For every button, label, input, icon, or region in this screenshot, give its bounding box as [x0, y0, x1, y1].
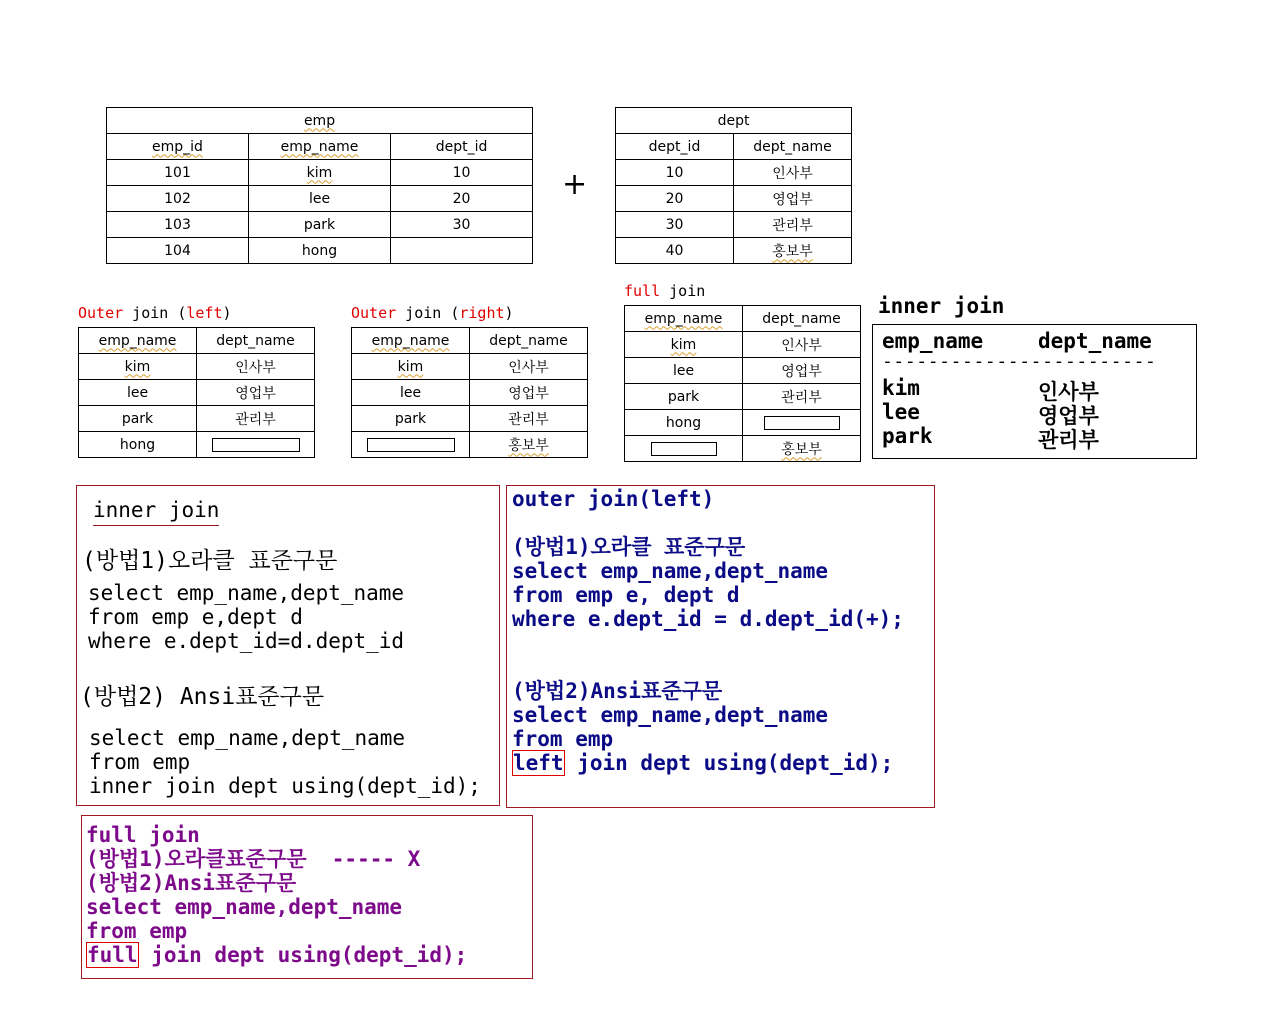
table-row: [625, 436, 861, 462]
table-row: [107, 186, 533, 212]
table-cell: park: [625, 384, 743, 410]
table-row: [625, 410, 861, 436]
table-row: [352, 432, 588, 458]
table-cell: park: [352, 406, 470, 432]
full-join-code-box: [81, 815, 533, 979]
table-cell: 영업부: [197, 380, 315, 406]
emp-table-title: emp: [107, 108, 533, 134]
table-cell: 10: [616, 160, 734, 186]
table-row: [79, 406, 315, 432]
table-cell: 홍보부: [743, 436, 861, 462]
code-line: from emp: [512, 727, 614, 751]
full-join-code-title: full join: [86, 823, 200, 847]
table-row: [616, 238, 852, 264]
method2-title: (방법2) Ansi표준구문: [80, 684, 325, 710]
table-cell: hong: [79, 432, 197, 458]
dept-header-dept-name: dept_name: [734, 134, 852, 160]
result-row-2-emp: lee: [882, 400, 920, 424]
code-line: from emp e,dept d: [88, 605, 303, 629]
method1-title: (방법1)오라클 표준구문: [82, 548, 338, 574]
table-cell: 30: [391, 212, 533, 238]
table-row: [107, 238, 533, 264]
table-cell: kim: [352, 354, 470, 380]
result-row-1-dept: 인사부: [1038, 380, 1099, 404]
table-cell: 103: [107, 212, 249, 238]
outer-left-caption: Outer join (left): [78, 304, 232, 322]
table-cell: [391, 238, 533, 264]
full-join-caption: full join: [624, 282, 706, 300]
table-row: [352, 354, 588, 380]
table-row: [625, 332, 861, 358]
header-emp-name: emp_name: [352, 328, 470, 354]
left-keyword-highlight: left: [513, 751, 564, 775]
full-join-table: [624, 305, 861, 462]
table-cell: 홍보부: [470, 432, 588, 458]
result-header-emp-name: emp_name: [882, 329, 984, 353]
table-cell: lee: [352, 380, 470, 406]
method2-title: (방법2)Ansi표준구문: [512, 679, 723, 703]
table-cell: 인사부: [743, 332, 861, 358]
result-row-2-dept: 영업부: [1038, 404, 1099, 428]
code-line: select emp_name,dept_name: [512, 703, 829, 727]
table-row: [79, 380, 315, 406]
dept-table: [615, 107, 852, 264]
inner-join-result-caption: inner join: [878, 294, 1005, 318]
table-cell: 관리부: [197, 406, 315, 432]
table-row: [625, 384, 861, 410]
null-box: [651, 442, 717, 456]
table-row: [352, 406, 588, 432]
table-cell: 인사부: [734, 160, 852, 186]
header-dept-name: dept_name: [470, 328, 588, 354]
table-row: [79, 354, 315, 380]
result-separator: ------------------------: [882, 351, 1157, 372]
table-cell: hong: [625, 410, 743, 436]
code-line: inner join dept using(dept_id);: [89, 774, 481, 798]
table-cell: 101: [107, 160, 249, 186]
table-cell: lee: [79, 380, 197, 406]
code-line: from emp: [86, 919, 188, 943]
table-row: [616, 186, 852, 212]
method1-title: (방법1)오라클 표준구문: [512, 535, 746, 559]
code-line: left join dept using(dept_id);: [513, 751, 894, 775]
table-cell: park: [249, 212, 391, 238]
table-cell: kim: [625, 332, 743, 358]
table-cell: 관리부: [734, 212, 852, 238]
table-cell: 20: [391, 186, 533, 212]
dept-table-title: dept: [616, 108, 852, 134]
null-cell: [352, 432, 470, 458]
code-line: full join dept using(dept_id);: [87, 943, 468, 967]
table-cell: 20: [616, 186, 734, 212]
table-cell: 영업부: [470, 380, 588, 406]
table-cell: kim: [79, 354, 197, 380]
table-cell: 40: [616, 238, 734, 264]
outer-join-code-title: outer join(left): [512, 487, 715, 511]
code-line: select emp_name,dept_name: [89, 726, 406, 750]
header-dept-name: dept_name: [197, 328, 315, 354]
outer-left-table: [78, 327, 315, 458]
table-cell: 102: [107, 186, 249, 212]
outer-join-code-box: [506, 485, 935, 808]
null-cell: [625, 436, 743, 462]
table-cell: 홍보부: [734, 238, 852, 264]
table-row: [625, 358, 861, 384]
table-cell: 영업부: [743, 358, 861, 384]
code-line: select emp_name,dept_name: [512, 559, 829, 583]
header-dept-name: dept_name: [743, 306, 861, 332]
table-cell: park: [79, 406, 197, 432]
table-cell: 인사부: [470, 354, 588, 380]
table-cell: kim: [249, 160, 391, 186]
result-row-3-dept: 관리부: [1038, 428, 1099, 452]
inner-join-result-box: [872, 324, 1197, 459]
table-row: [616, 212, 852, 238]
table-cell: 10: [391, 160, 533, 186]
header-emp-name: emp_name: [625, 306, 743, 332]
table-row: [107, 160, 533, 186]
code-line: from emp: [89, 750, 191, 774]
emp-header-emp-id: emp_id: [107, 134, 249, 160]
outer-right-table: [351, 327, 588, 458]
table-cell: 관리부: [470, 406, 588, 432]
inner-join-code-title: inner join: [93, 498, 219, 526]
null-cell: [743, 410, 861, 436]
outer-right-caption: Outer join (right): [351, 304, 514, 322]
code-line: from emp e, dept d: [512, 583, 740, 607]
table-cell: lee: [249, 186, 391, 212]
full-keyword-highlight: full: [87, 943, 138, 967]
table-row: [79, 432, 315, 458]
plus-sign: +: [562, 167, 588, 202]
method2-title: (방법2)Ansi표준구문: [86, 871, 297, 895]
table-row: [616, 160, 852, 186]
table-cell: 영업부: [734, 186, 852, 212]
emp-header-emp-name: emp_name: [249, 134, 391, 160]
result-header-dept-name: dept_name: [1038, 329, 1152, 353]
null-box: [764, 416, 840, 430]
result-row-3-emp: park: [882, 424, 933, 448]
method1-title: (방법1)오라클표준구문 ----- X: [86, 847, 421, 871]
inner-join-code-box: [76, 485, 500, 806]
table-cell: 관리부: [743, 384, 861, 410]
table-cell: hong: [249, 238, 391, 264]
table-cell: 104: [107, 238, 249, 264]
dept-header-dept-id: dept_id: [616, 134, 734, 160]
result-row-1-emp: kim: [882, 376, 920, 400]
null-cell: [197, 432, 315, 458]
null-box: [212, 438, 300, 452]
table-cell: 인사부: [197, 354, 315, 380]
header-emp-name: emp_name: [79, 328, 197, 354]
emp-header-dept-id: dept_id: [391, 134, 533, 160]
table-cell: lee: [625, 358, 743, 384]
table-cell: 30: [616, 212, 734, 238]
null-box: [367, 438, 455, 452]
table-row: [352, 380, 588, 406]
code-line: where e.dept_id = d.dept_id(+);: [512, 607, 904, 631]
code-line: select emp_name,dept_name: [88, 581, 405, 605]
table-row: [107, 212, 533, 238]
code-line: where e.dept_id=d.dept_id: [88, 629, 405, 653]
emp-table: [106, 107, 533, 264]
code-line: select emp_name,dept_name: [86, 895, 403, 919]
